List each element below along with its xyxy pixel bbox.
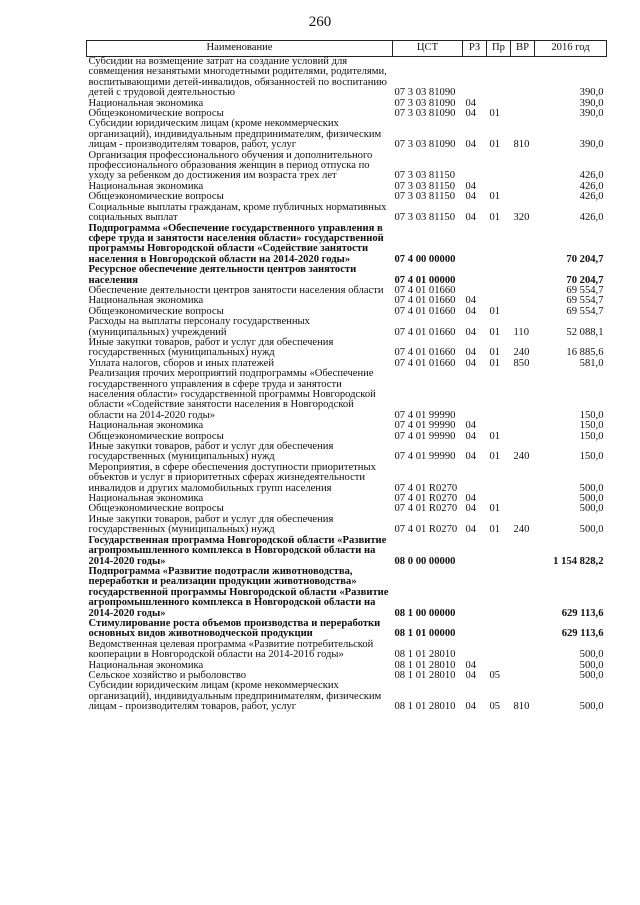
- cell-vr: 850: [513, 357, 530, 369]
- cell-cst: 07 4 01 01660: [394, 326, 456, 338]
- header-name: Наименование: [87, 41, 393, 57]
- cell-rz: 04: [465, 108, 477, 120]
- cell-vr: [511, 192, 535, 202]
- cell-pr: 01: [489, 305, 501, 317]
- cell-vr: 320: [513, 212, 530, 224]
- cell-vr: [511, 640, 535, 661]
- cell-pr: 01: [489, 212, 501, 224]
- cell-vr: [511, 296, 535, 306]
- cell-vr: [511, 224, 535, 266]
- cell-rz: [463, 567, 487, 619]
- budget-table: [86, 40, 607, 713]
- cell-pr: 01: [489, 326, 501, 338]
- cell-sum: 390,0: [579, 97, 604, 109]
- cell-name: Национальная экономика: [88, 180, 204, 192]
- cell-vr: 110: [513, 326, 529, 338]
- cell-name: Социальные выплаты гражданам, кроме публичных нормативных социальных выплат: [88, 201, 387, 224]
- cell-name: Общеэкономические вопросы: [88, 430, 224, 442]
- cell-sum: 426,0: [579, 170, 604, 182]
- cell-rz: [463, 369, 487, 421]
- cell-rz: 04: [465, 326, 477, 338]
- cell-name: Национальная экономика: [88, 420, 204, 432]
- cell-name: Уплата налогов, сборов и иных платежей: [88, 357, 275, 369]
- cell-sum: 390,0: [579, 87, 604, 99]
- table-row: [87, 442, 607, 463]
- cell-sum: 16 885,6: [566, 347, 604, 359]
- cell-rz: [463, 57, 487, 99]
- cell-cst: 07 4 01 99990: [394, 409, 456, 421]
- table-row: [87, 151, 607, 182]
- table-row: [87, 119, 607, 150]
- cell-vr: [511, 536, 535, 567]
- cell-sum: 150,0: [579, 409, 604, 421]
- cell-name: Общеэкономические вопросы: [88, 305, 224, 317]
- cell-cst: 07 4 01 99990: [394, 451, 456, 463]
- cell-vr: [511, 99, 535, 109]
- cell-rz: 04: [465, 357, 477, 369]
- cell-cst: 08 1 00 00000: [394, 607, 456, 619]
- cell-sum: 390,0: [579, 108, 604, 120]
- cell-cst: 07 3 03 81150: [394, 191, 456, 203]
- cell-cst: 07 4 01 R0270: [394, 503, 458, 515]
- table-row: [87, 338, 607, 359]
- header-vr: ВР: [511, 41, 535, 57]
- cell-name: Иные закупки товаров, работ и услуг для обеспечения государственных (муниципальных) нужд: [88, 441, 334, 463]
- cell-name: Мероприятия, в сфере обеспечения доступности приоритетных объектов и услуг в приоритетных сферах жизнедеятельности инвалидов и других маломобильных групп населения: [88, 461, 376, 494]
- cell-sum: 629 113,6: [561, 628, 604, 640]
- cell-pr: [487, 286, 511, 296]
- cell-pr: [487, 536, 511, 567]
- cell-pr: [487, 463, 511, 494]
- cell-cst: 07 4 01 01660: [394, 284, 456, 296]
- cell-rz: 04: [465, 430, 477, 442]
- cell-pr: [487, 224, 511, 266]
- cell-vr: [511, 57, 535, 99]
- table-row: [87, 224, 607, 266]
- cell-name: Организация профессионального обучения и дополнительного профессионального образования женщин в период отпуска по уходу за ребенком до достижения им возраста трех лет: [88, 149, 373, 182]
- table-row: [87, 536, 607, 567]
- cell-sum: 500,0: [579, 503, 604, 515]
- cell-cst: 08 1 01 00000: [394, 628, 456, 640]
- cell-name: Подпрограмма «Обеспечение государственного управления в сфере труда и занятости населения области» государственной программы Новгородской области «Содействие занятости населения в Новгородской области на 2014-2020 годы»: [88, 222, 384, 265]
- cell-vr: [511, 109, 535, 119]
- table-row: [87, 619, 607, 640]
- table-row: [87, 317, 607, 338]
- cell-sum: 150,0: [579, 420, 604, 432]
- cell-name: Субсидии на возмещение затрат на создание условий для совмещения незанятыми многодетными родителями, родителями, воспитывающими детей-инвалидов, обязанностей по воспитанию детей с трудовой деятельностью: [88, 56, 387, 99]
- cell-cst: 07 3 03 81090: [394, 139, 456, 151]
- table-row: [87, 515, 607, 536]
- header-sum: 2016 год: [535, 41, 607, 57]
- cell-rz: [463, 536, 487, 567]
- cell-sum: 426,0: [579, 191, 604, 203]
- table-row: [87, 567, 607, 619]
- cell-cst: 07 4 01 99990: [394, 430, 456, 442]
- cell-name: Подпрограмма «Развитие подотрасли животноводства, переработки и реализации продукции животноводства» государственной программы Новгородской области «Развитие агропромышленного комплекса в Новгородской области на 2014-2020 годы»: [88, 565, 389, 619]
- cell-name: Национальная экономика: [88, 295, 204, 307]
- cell-rz: 04: [465, 451, 477, 463]
- cell-rz: 04: [465, 191, 477, 203]
- cell-cst: 08 0 00 00000: [394, 555, 456, 567]
- cell-vr: 810: [513, 139, 530, 151]
- cell-cst: 07 4 01 01660: [394, 295, 456, 307]
- cell-rz: 04: [465, 701, 477, 713]
- cell-cst: 08 1 01 28010: [394, 669, 456, 681]
- cell-pr: [487, 640, 511, 661]
- table-header-row: [87, 41, 607, 57]
- cell-name: Общеэкономические вопросы: [88, 191, 224, 203]
- cell-name: Иные закупки товаров, работ и услуг для обеспечения государственных (муниципальных) нужд: [88, 513, 334, 536]
- cell-name: Стимулирование роста объемов производства и переработки основных видов животноводческой продукции: [88, 617, 381, 640]
- cell-name: Обеспечение деятельности центров занятости населения области: [88, 284, 384, 296]
- cell-name: Общеэкономические вопросы: [88, 108, 224, 120]
- cell-sum: 69 554,7: [566, 305, 604, 317]
- cell-vr: [511, 567, 535, 619]
- cell-rz: 04: [465, 347, 477, 359]
- cell-rz: [463, 151, 487, 182]
- cell-rz: [463, 463, 487, 494]
- cell-name: Национальная экономика: [88, 659, 204, 671]
- cell-rz: 04: [465, 669, 477, 681]
- cell-name: Ресурсное обеспечение деятельности центров занятости населения: [88, 264, 357, 286]
- cell-sum: 69 554,7: [566, 295, 604, 307]
- cell-vr: [511, 286, 535, 296]
- cell-vr: 240: [513, 347, 530, 359]
- cell-rz: 04: [465, 420, 477, 432]
- cell-cst: 07 4 01 R0270: [394, 524, 458, 536]
- cell-pr: 01: [489, 430, 501, 442]
- cell-cst: 07 4 01 R0270: [394, 482, 458, 494]
- cell-name: Иные закупки товаров, работ и услуг для обеспечения государственных (муниципальных) нужд: [88, 336, 334, 359]
- cell-vr: [511, 369, 535, 421]
- cell-vr: [511, 504, 535, 514]
- cell-cst: 07 4 01 01660: [394, 357, 456, 369]
- cell-sum: 500,0: [579, 493, 604, 505]
- cell-sum: 52 088,1: [566, 326, 604, 338]
- cell-pr: 05: [489, 669, 501, 681]
- cell-rz: 04: [465, 503, 477, 515]
- cell-pr: 01: [489, 357, 501, 369]
- cell-name: Субсидии юридическим лицам (кроме некоммерческих организаций), индивидуальным предпринимателям, физическим лицам - производителям товаров, работ, услуг: [88, 680, 382, 713]
- cell-vr: [511, 182, 535, 192]
- cell-cst: 07 3 03 81090: [394, 97, 456, 109]
- cell-rz: 04: [465, 524, 477, 536]
- cell-name: Расходы на выплаты персоналу государственных (муниципальных) учреждений: [88, 316, 310, 338]
- cell-rz: 04: [465, 295, 477, 307]
- cell-cst: 07 4 01 R0270: [394, 493, 458, 505]
- table-row: [87, 681, 607, 712]
- cell-pr: 01: [489, 451, 501, 463]
- cell-vr: [511, 432, 535, 442]
- cell-cst: 07 4 01 01660: [394, 305, 456, 317]
- cell-pr: 01: [489, 139, 501, 151]
- cell-sum: 150,0: [579, 451, 604, 463]
- cell-sum: 70 204,7: [566, 274, 604, 286]
- cell-sum: 426,0: [579, 212, 604, 224]
- cell-rz: 04: [465, 493, 477, 505]
- cell-cst: 07 3 03 81090: [394, 87, 456, 99]
- cell-sum: 500,0: [579, 524, 604, 536]
- cell-vr: [511, 265, 535, 286]
- cell-pr: [487, 265, 511, 286]
- cell-cst: 07 3 03 81090: [394, 108, 456, 120]
- cell-rz: 04: [465, 659, 477, 671]
- page-number: 260: [308, 14, 332, 30]
- cell-pr: 01: [489, 347, 501, 359]
- cell-pr: [487, 57, 511, 99]
- cell-vr: 240: [513, 524, 530, 536]
- cell-cst: 07 4 01 00000: [394, 274, 456, 286]
- table-row: [87, 369, 607, 421]
- cell-name: Государственная программа Новгородской области «Развитие агропромышленного комплекса в Новгородской области на 2014-2020 годы»: [88, 534, 387, 567]
- cell-rz: 04: [465, 97, 477, 109]
- cell-vr: [511, 619, 535, 640]
- cell-sum: 581,0: [579, 357, 604, 369]
- cell-name: Реализация прочих мероприятий подпрограммы «Обеспечение государственного управления в сфере труда и занятости населения области» государственной программы Новгородской области «Содействие занятости населения в Новгородской области на 2014-2020 годы»: [88, 368, 376, 421]
- cell-rz: 04: [465, 139, 477, 151]
- cell-rz: [463, 265, 487, 286]
- cell-sum: 70 204,7: [566, 253, 604, 265]
- cell-pr: 01: [489, 108, 501, 120]
- table-row: [87, 57, 607, 99]
- cell-vr: [511, 151, 535, 182]
- cell-cst: 07 4 01 01660: [394, 347, 456, 359]
- cell-cst: 07 3 03 81150: [394, 212, 456, 224]
- cell-sum: 500,0: [579, 649, 604, 661]
- cell-name: Национальная экономика: [88, 97, 204, 109]
- cell-pr: 01: [489, 524, 501, 536]
- header-pr: Пр: [487, 41, 511, 57]
- cell-vr: [511, 307, 535, 317]
- cell-sum: 500,0: [579, 701, 604, 713]
- cell-sum: 390,0: [579, 139, 604, 151]
- cell-pr: [487, 369, 511, 421]
- cell-sum: 500,0: [579, 482, 604, 494]
- cell-cst: 08 1 01 28010: [394, 649, 456, 661]
- table-row: [87, 640, 607, 661]
- cell-rz: [463, 619, 487, 640]
- cell-cst: 08 1 01 28010: [394, 701, 456, 713]
- cell-cst: 07 3 03 81150: [394, 170, 456, 182]
- cell-sum: 629 113,6: [561, 607, 604, 619]
- cell-sum: 69 554,7: [566, 284, 604, 296]
- table-row: [87, 265, 607, 286]
- cell-pr: 01: [489, 191, 501, 203]
- cell-pr: [487, 151, 511, 182]
- cell-cst: 07 4 01 99990: [394, 420, 456, 432]
- cell-rz: [463, 640, 487, 661]
- cell-vr: [511, 661, 535, 671]
- header-cst: ЦСТ: [393, 41, 463, 57]
- cell-rz: 04: [465, 212, 477, 224]
- cell-name: Национальная экономика: [88, 493, 204, 505]
- cell-vr: 240: [513, 451, 530, 463]
- cell-cst: 07 4 00 00000: [394, 253, 456, 265]
- cell-pr: [487, 619, 511, 640]
- cell-rz: [463, 224, 487, 266]
- cell-sum: 500,0: [579, 669, 604, 681]
- cell-sum: 150,0: [579, 430, 604, 442]
- cell-name: Ведомственная целевая программа «Развитие потребительской кооперации в Новгородской области на 2014-2016 годы»: [88, 638, 374, 661]
- cell-name: Сельское хозяйство и рыболовство: [88, 669, 247, 681]
- cell-vr: [511, 671, 535, 681]
- cell-vr: [511, 463, 535, 494]
- cell-pr: [487, 567, 511, 619]
- cell-pr: 05: [489, 701, 501, 713]
- cell-name: Субсидии юридическим лицам (кроме некоммерческих организаций), индивидуальным предпринимателям, физическим лицам - производителям товаров, работ, услуг: [88, 118, 382, 151]
- table-row: [87, 203, 607, 224]
- header-rz: РЗ: [463, 41, 487, 57]
- cell-cst: 07 3 03 81150: [394, 180, 456, 192]
- cell-sum: 426,0: [579, 180, 604, 192]
- cell-rz: 04: [465, 305, 477, 317]
- cell-name: Общеэкономические вопросы: [88, 503, 224, 515]
- cell-vr: [511, 494, 535, 504]
- cell-sum: 500,0: [579, 659, 604, 671]
- table-row: [87, 463, 607, 494]
- cell-pr: 01: [489, 503, 501, 515]
- cell-vr: 810: [513, 701, 530, 713]
- cell-vr: [511, 421, 535, 431]
- cell-rz: 04: [465, 180, 477, 192]
- cell-cst: 08 1 01 28010: [394, 659, 456, 671]
- cell-sum: 1 154 828,2: [553, 555, 604, 567]
